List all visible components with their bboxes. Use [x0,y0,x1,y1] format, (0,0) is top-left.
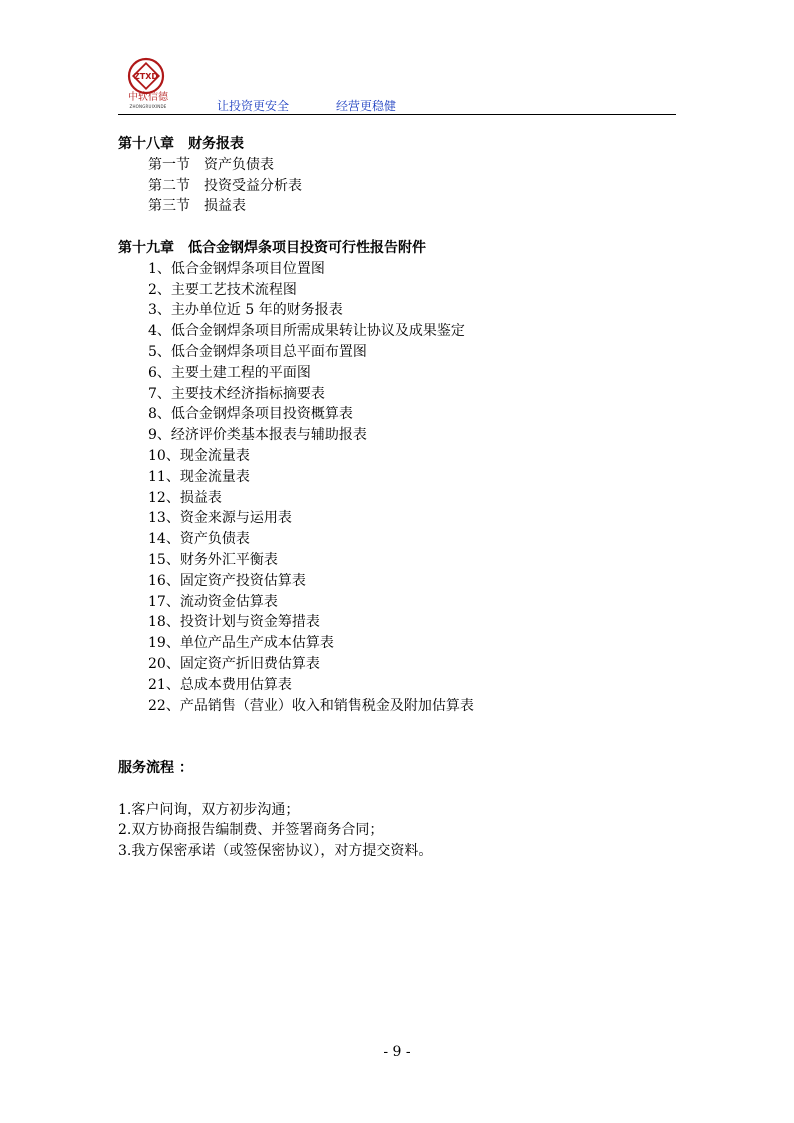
spacer [118,716,678,737]
attachment-item: 21、总成本费用估算表 [148,676,292,693]
attachment-item: 15、财务外汇平衡表 [148,551,278,568]
attachment-item: 2、主要工艺技术流程图 [148,281,297,298]
logo-text: 中软信德 [128,92,168,103]
attachment-item: 18、投资计划与资金筹措表 [148,614,320,631]
service-step: 2.双方协商报告编制费、并签署商务合同； [118,822,384,839]
attachment-item: 16、固定资产投资估算表 [148,572,306,589]
service-step: 1.客户问询，双方初步沟通； [118,801,300,818]
document-body [118,134,678,862]
attachment-item: 13、资金来源与运用表 [148,510,292,527]
attachment-item: 6、主要土建工程的平面图 [148,364,311,381]
attachment-item: 20、固定资产折旧费估算表 [148,655,320,672]
attachment-item: 14、资产负债表 [148,531,250,548]
slogan-right: 经营更稳健 [336,99,397,113]
attachment-item: 8、低合金钢焊条项目投资概算表 [148,406,353,423]
attachment-item: 9、经济评价类基本报表与辅助报表 [148,427,367,444]
chapter-18-item: 第一节 资产负债表 [148,156,274,173]
attachment-item: 4、低合金钢焊条项目所需成果转让协议及成果鉴定 [148,323,465,340]
chapter-18-item: 第二节 投资受益分析表 [148,177,302,194]
spacer [118,779,678,800]
attachment-item: 5、低合金钢焊条项目总平面布置图 [148,343,367,360]
attachment-item: 3、主办单位近 5 年的财务报表 [148,302,343,319]
chapter-18-title: 第十八章 财务报表 [118,136,244,152]
attachment-item: 1、低合金钢焊条项目位置图 [148,260,325,277]
page-number: - 9 - [383,1044,411,1060]
page-header [118,56,676,116]
chapter-19-title: 第十九章 低合金钢焊条项目投资可行性报告附件 [118,239,426,256]
attachment-item: 10、现金流量表 [148,447,250,464]
attachment-item: 11、现金流量表 [148,468,250,485]
attachment-item: 17、流动资金估算表 [148,593,278,610]
attachment-item: 7、主要技术经济指标摘要表 [148,385,325,402]
company-logo [118,56,178,112]
attachment-item: 22、产品销售（营业）收入和销售税金及附加估算表 [148,697,474,714]
chapter-18-item: 第三节 损益表 [148,198,246,215]
service-process-title: 服务流程 ： [118,759,193,776]
attachment-item: 12、损益表 [148,489,222,506]
service-step: 3.我方保密承诺（或签保密协议），对方提交资料。 [118,843,433,860]
spacer [118,217,678,238]
attachment-item: 19、单位产品生产成本估算表 [148,635,334,652]
logo-badge-text: ZTXD [133,72,159,81]
slogan-left: 让投资更安全 [217,99,290,113]
spacer [118,737,678,758]
header-rule [118,114,676,115]
logo-emblem-icon [126,56,166,96]
logo-subtext: ZHONGRUIXINDE [129,104,167,109]
